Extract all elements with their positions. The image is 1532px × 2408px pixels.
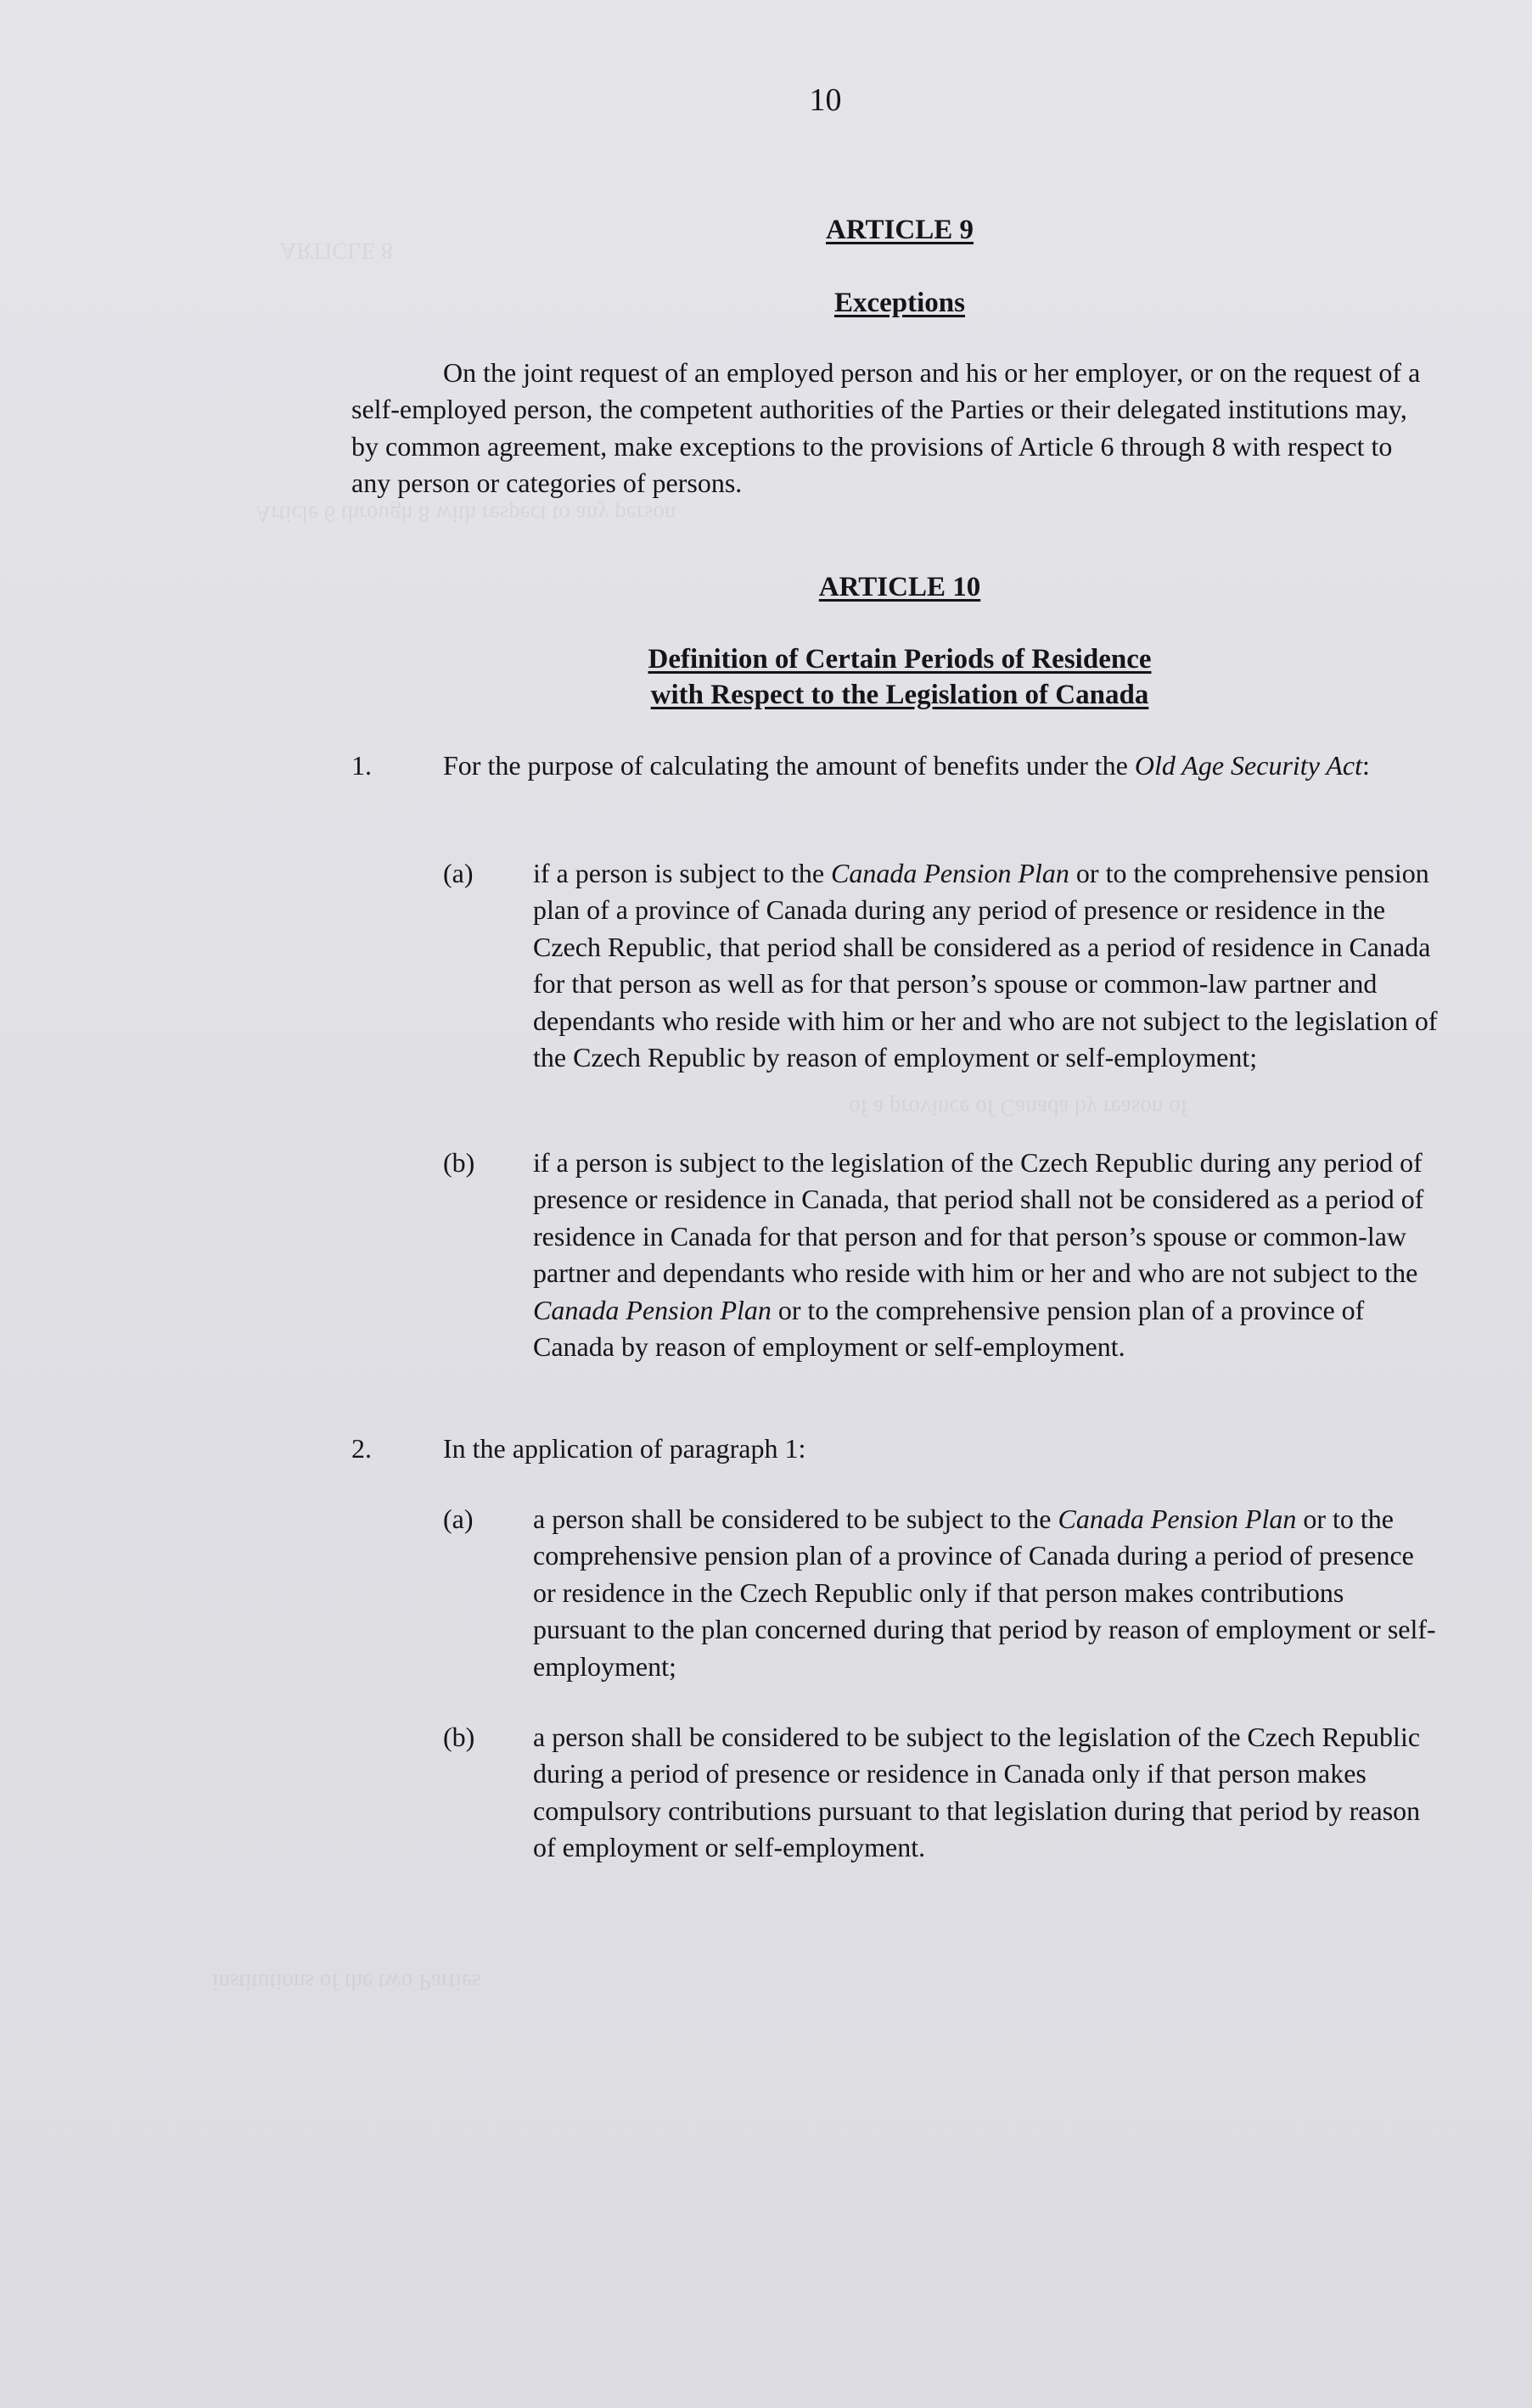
paragraph-2a-label: (a): [443, 1504, 474, 1534]
paragraph-1a-text-2: or to the comprehensive pension plan of a province of Canada during any period of presence or residence in the Czech Republic, that period shall be considered as a period of residence in Canada for that person as well as for that person’s spouse or common-law partner and dependants who reside with him or her and who are not subject to the legislation of the Czech Republic by reason of employment or self-employment;: [533, 858, 1438, 1073]
bleed-through-line: ARTICLE 8: [280, 238, 393, 264]
paragraph-2-intro: In the application of paragraph 1:: [443, 1433, 806, 1464]
article-10-title: ARTICLE 10: [818, 572, 981, 602]
paragraph-2a-italic: Canada Pension Plan: [1058, 1504, 1297, 1534]
article-10-subtitle-line-2: with Respect to the Legislation of Canada: [650, 680, 1149, 710]
paragraph-1a-italic: Canada Pension Plan: [831, 858, 1069, 888]
paragraph-1-intro: For the purpose of calculating the amount of benefits under the: [443, 750, 1135, 781]
paragraph-1-intro-italic: Old Age Security Act: [1134, 750, 1362, 781]
paragraph-1: [351, 748, 1429, 784]
article-10-subtitle-line-1: Definition of Certain Periods of Residence: [648, 644, 1152, 675]
bleed-through-line: of a province of Canada by reason of: [849, 1095, 1188, 1121]
paragraph-1a-text: [533, 855, 1441, 1076]
paragraph-2a-text: [533, 1501, 1441, 1685]
paragraph-2a-text-2: or to the comprehensive pension plan of a province of Canada during a period of presence or residence in the Czech Republic only if that person makes contributions pursuant to the plan concerned during that period by reason of employment or self-employment;: [533, 1504, 1436, 1682]
paragraph-1-intro-end: :: [1361, 750, 1370, 781]
article-9-subtitle: Exceptions: [833, 288, 965, 318]
paragraph-1b-text-2: or to the comprehensive pension plan of a province of Canada by reason of employment or self-employment.: [533, 1294, 1365, 1363]
article-9-text-body: On the joint request of an employed person and his or her employer, or on the request of a self-employed person, the competent authorities of the Parties or their delegated institutions may, by common agreement, make exceptions to the provisions of Article 6 through 8 with respect to any person or categories of persons.: [351, 357, 1421, 499]
paragraph-1b-label: (b): [443, 1147, 475, 1178]
paragraph-1-number: 1.: [351, 750, 372, 781]
paragraph-2a-text-1: a person shall be considered to be subject to the: [533, 1504, 1058, 1534]
paragraph-2-number: 2.: [351, 1433, 372, 1464]
page-number: 10: [809, 82, 842, 118]
paragraph-1b-text-1: if a person is subject to the legislation of the Czech Republic during any period of presence or residence in Canada, that period shall not be considered as a period of residence in Canada for that person and for that person’s spouse or common-law partner and dependants who reside with him or her and who are not subject to the: [533, 1147, 1424, 1289]
paragraph-1b-italic: Canada Pension Plan: [533, 1294, 772, 1325]
bleed-through-line: Article 6 through 8 with respect to any person: [255, 501, 676, 527]
paragraph-2b-text: a person shall be considered to be subject to the legislation of the Czech Republic during a period of presence or residence in Canada only if that person makes compulsory contributions pursuant to that legislation during that period by reason of employment or self-employment.: [533, 1722, 1421, 1863]
paragraph-1a-label: (a): [443, 858, 474, 888]
article-9-title: ARTICLE 9: [826, 215, 974, 245]
paragraph-1b-text: [533, 1145, 1441, 1365]
paragraph-1a-text-1: if a person is subject to the: [533, 858, 832, 888]
bleed-through-line: institutions of the two Parties: [212, 1969, 481, 1995]
paragraph-2b-label: (b): [443, 1722, 475, 1752]
article-9-text: [351, 355, 1429, 502]
